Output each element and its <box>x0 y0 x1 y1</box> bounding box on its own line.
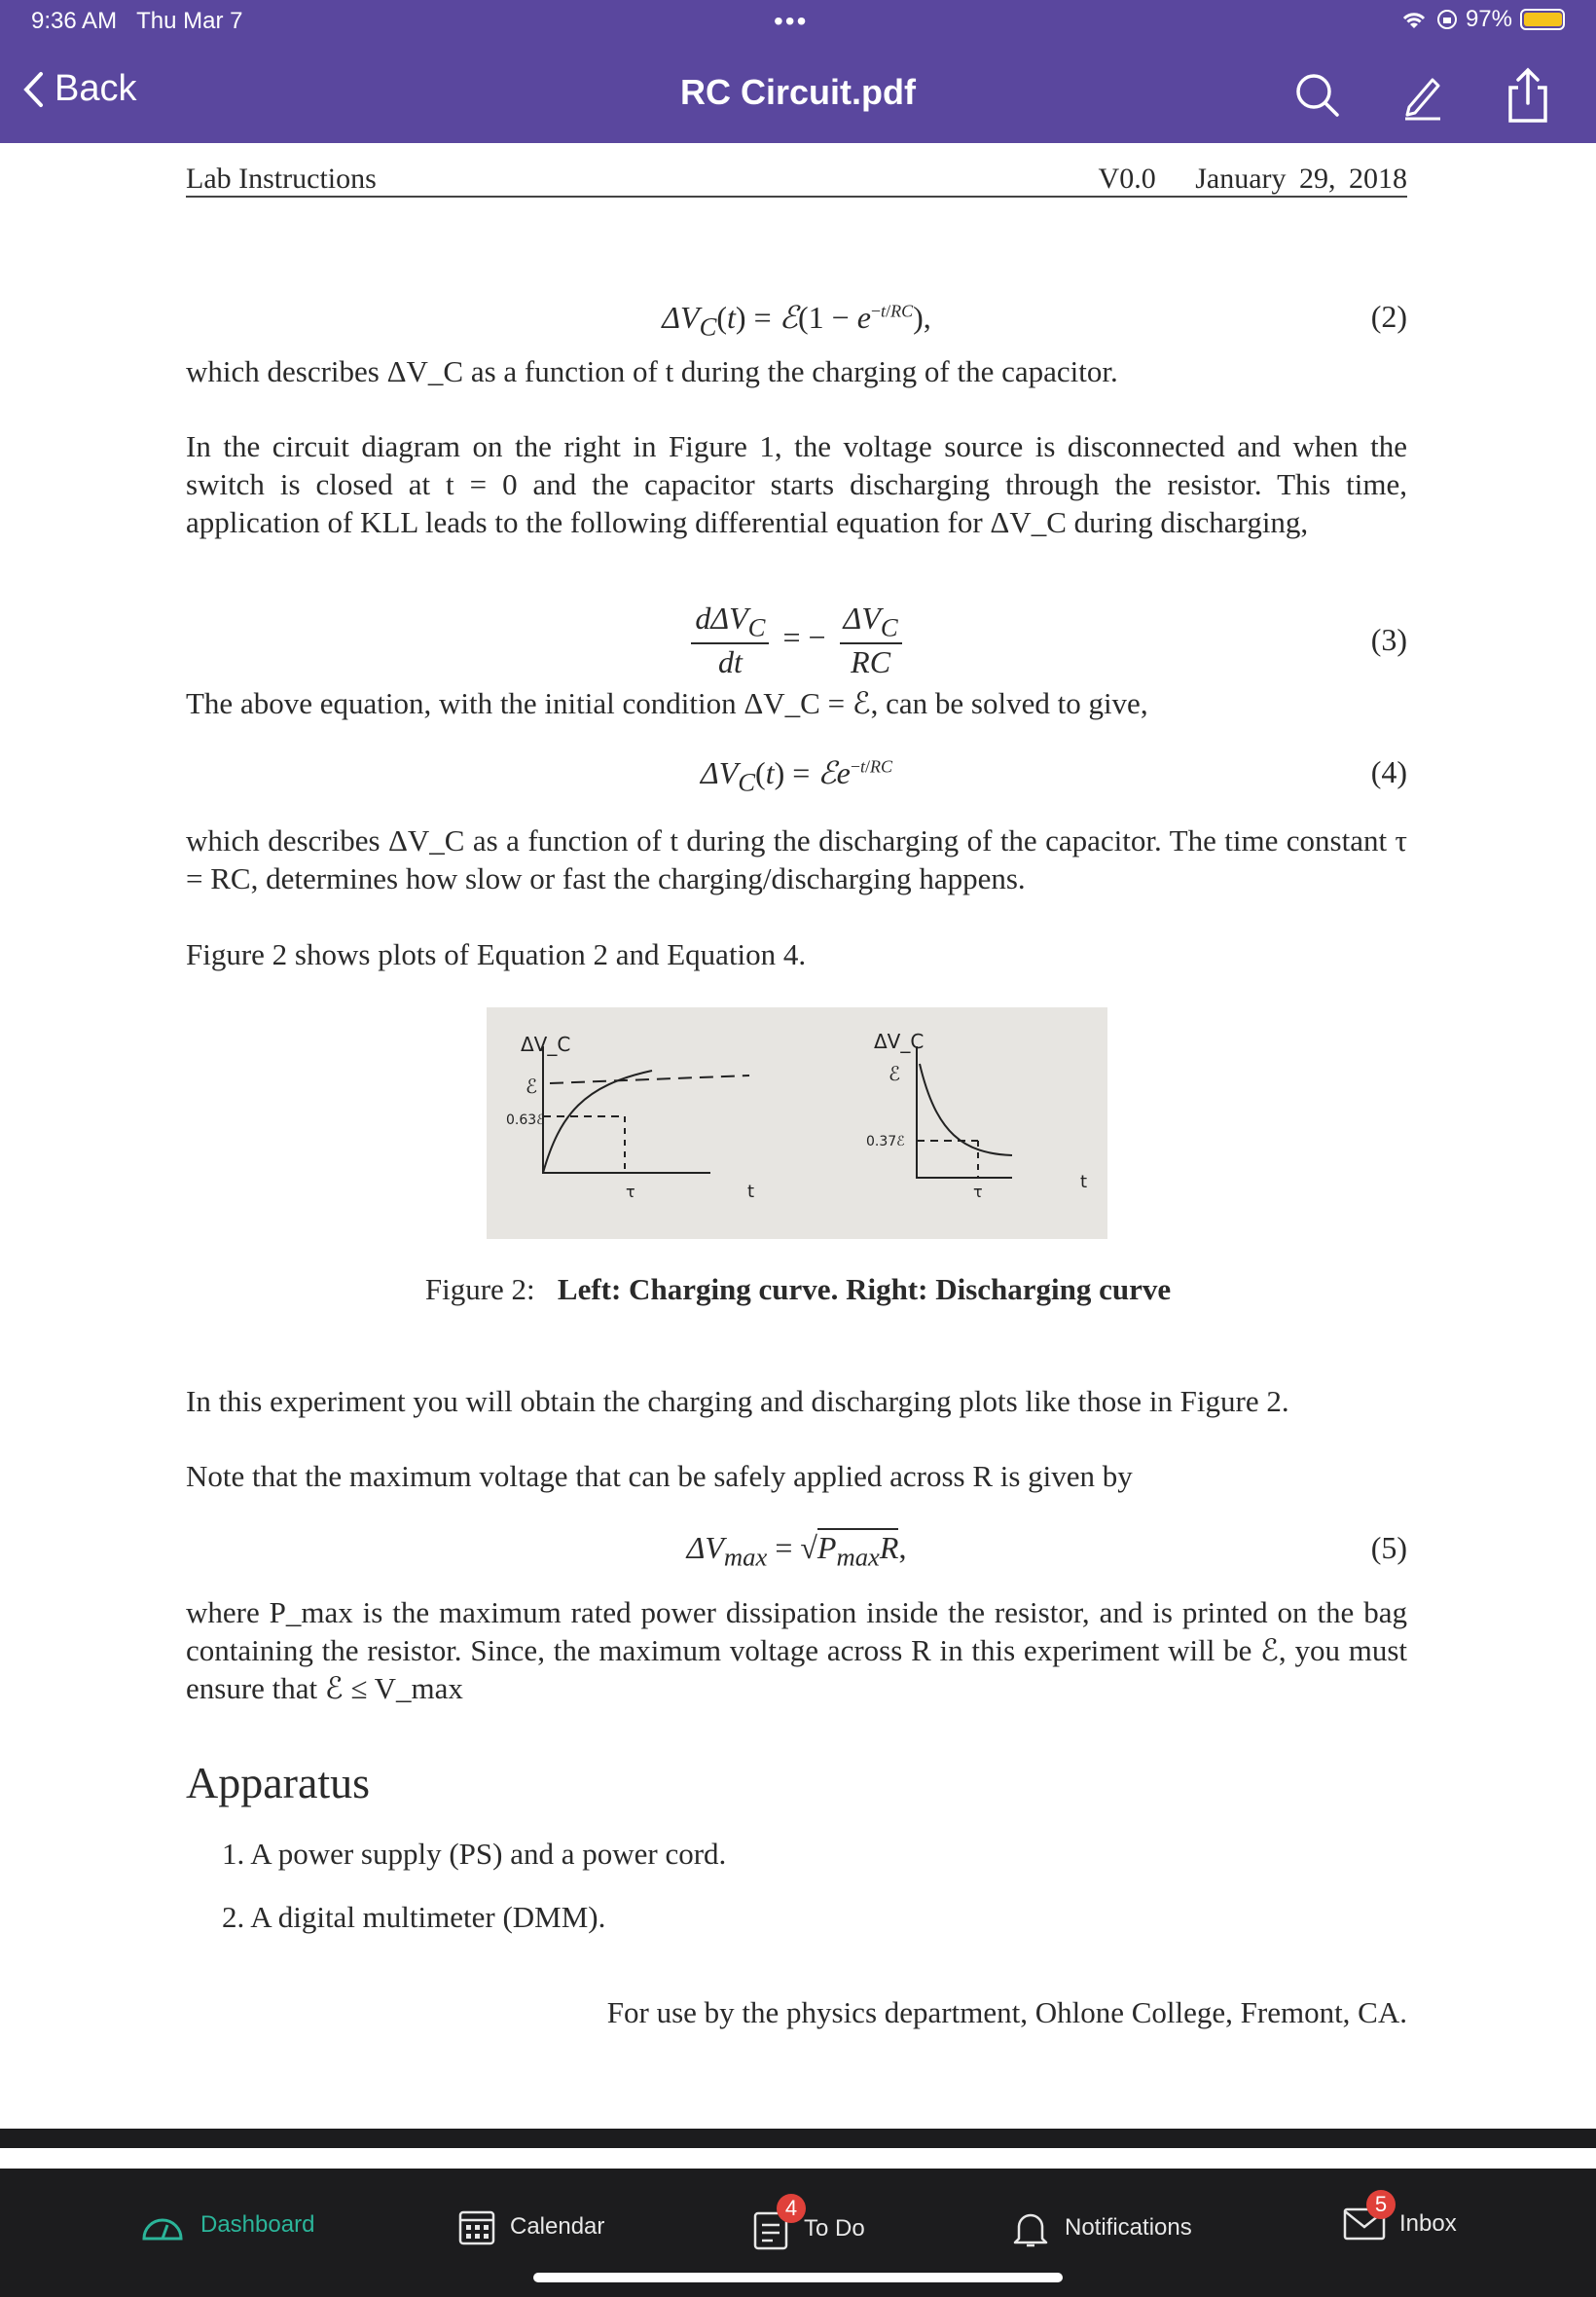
status-time: 9:36 AM Thu Mar 7 <box>31 8 243 34</box>
wifi-icon <box>1399 8 1429 31</box>
document-title: RC Circuit.pdf <box>680 72 916 112</box>
multitasking-dots[interactable]: ••• <box>774 6 809 36</box>
paragraph-4: which describes ΔV_C as a function of t during the discharging of the capacitor. The time constant τ = RC, determines how slow or fast the charging/discharging happens. <box>186 823 1407 895</box>
page-footer: For use by the physics department, Ohlone College, Fremont, CA. <box>606 1995 1407 2029</box>
equation-3: $\frac{d\Delta V_C}{dt}$ = − $\frac{\Delta V_C}{RC}$ (3) <box>186 601 1407 678</box>
search-icon <box>1287 64 1349 127</box>
paragraph-2: In the circuit diagram on the right in Figure 1, the voltage source is disconnected and when the switch is closed at t = 0 and the capacitor starts discharging through the resistor. This time, application of KLL leads to the following differential equation for ΔV_C during discharging, <box>186 429 1407 539</box>
pdf-page <box>0 143 1596 2129</box>
right-e-label: ℰ <box>889 1062 901 1085</box>
header-title: Lab Instructions <box>186 163 377 195</box>
paragraph-5: Figure 2 shows plots of Equation 2 and Equation 4. <box>186 937 807 971</box>
list-item: 1. A power supply (PS) and a power cord. <box>222 1837 727 1871</box>
share-button[interactable] <box>1497 64 1559 127</box>
paragraph-3: The above equation, with the initial condition ΔV_C = ℰ, can be solved to give, <box>186 686 1148 720</box>
status-indicators <box>1399 6 1565 33</box>
right-y-label: ΔV_C <box>874 1030 925 1053</box>
share-icon <box>1497 64 1559 127</box>
todo-badge: 4 <box>777 2194 806 2223</box>
calendar-icon <box>457 2207 496 2246</box>
home-indicator[interactable] <box>533 2273 1063 2282</box>
equation-4: $\Delta V_C(t)$ = ℰe$^{-t/RC}$ (4) <box>700 754 1407 797</box>
left-e-label: ℰ <box>526 1075 538 1098</box>
figure-2-image <box>487 1007 1107 1239</box>
bell-icon <box>1010 2207 1051 2248</box>
list-item: 2. A digital multimeter (DMM). <box>222 1900 606 1934</box>
left-tau-label: τ <box>626 1183 635 1201</box>
apparatus-heading: Apparatus <box>186 1758 371 1807</box>
tab-dashboard[interactable]: Dashboard <box>138 2207 314 2242</box>
search-button[interactable] <box>1287 64 1349 127</box>
right-t-label: t <box>1080 1172 1088 1192</box>
tab-notifications[interactable]: Notifications <box>1010 2207 1192 2248</box>
page-header <box>186 153 1407 198</box>
paragraph-6: In this experiment you will obtain the charging and discharging plots like those in Figure 2. <box>186 1384 1289 1418</box>
figure-caption: Figure 2: Left: Charging curve. Right: Discharging curve <box>424 1272 1172 1306</box>
header-version-date: V0.0 January 29, 2018 <box>1098 163 1407 195</box>
battery-icon <box>1520 9 1565 30</box>
annotate-button[interactable] <box>1392 64 1454 127</box>
left-063-label: 0.63ℰ <box>506 1112 545 1128</box>
paragraph-7: Note that the maximum voltage that can be safely applied across R is given by <box>186 1459 1133 1493</box>
navigation-bar <box>0 0 1596 143</box>
figure-2-sketch <box>487 1007 1107 1239</box>
battery-percent: 97% <box>1465 6 1512 32</box>
right-tau-label: τ <box>973 1183 983 1201</box>
left-t-label: t <box>747 1182 755 1202</box>
left-y-label: ΔV_C <box>521 1033 571 1056</box>
pen-icon <box>1392 64 1454 127</box>
equation-2: $\Delta V_C(t)$ = ℰ(1 − $e^{-t/RC}$), (2) <box>662 299 1407 342</box>
tab-inbox[interactable]: 5 Inbox <box>1343 2207 1457 2241</box>
tab-todo[interactable]: 4 To Do <box>751 2207 865 2250</box>
inbox-badge: 5 <box>1366 2190 1396 2219</box>
paragraph-8: where P_max is the maximum rated power dissipation inside the resistor, and is printed on the bag containing the resistor. Since, the maximum voltage across R in this experiment will be ℰ, you must ensure that ℰ ≤ V_max <box>186 1595 1407 1705</box>
paragraph-1: which describes ΔV_C as a function of t during the charging of the capacitor. <box>186 354 1118 388</box>
dashboard-icon <box>138 2207 187 2242</box>
right-037-label: 0.37ℰ <box>866 1134 905 1149</box>
page-divider <box>0 2129 1596 2148</box>
orientation-lock-icon <box>1436 9 1458 30</box>
tab-calendar[interactable]: Calendar <box>457 2207 604 2246</box>
equation-5: $\Delta V_{max} = √P_{max}R$, (5) <box>686 1530 1407 1572</box>
back-button[interactable]: Back <box>21 68 136 110</box>
